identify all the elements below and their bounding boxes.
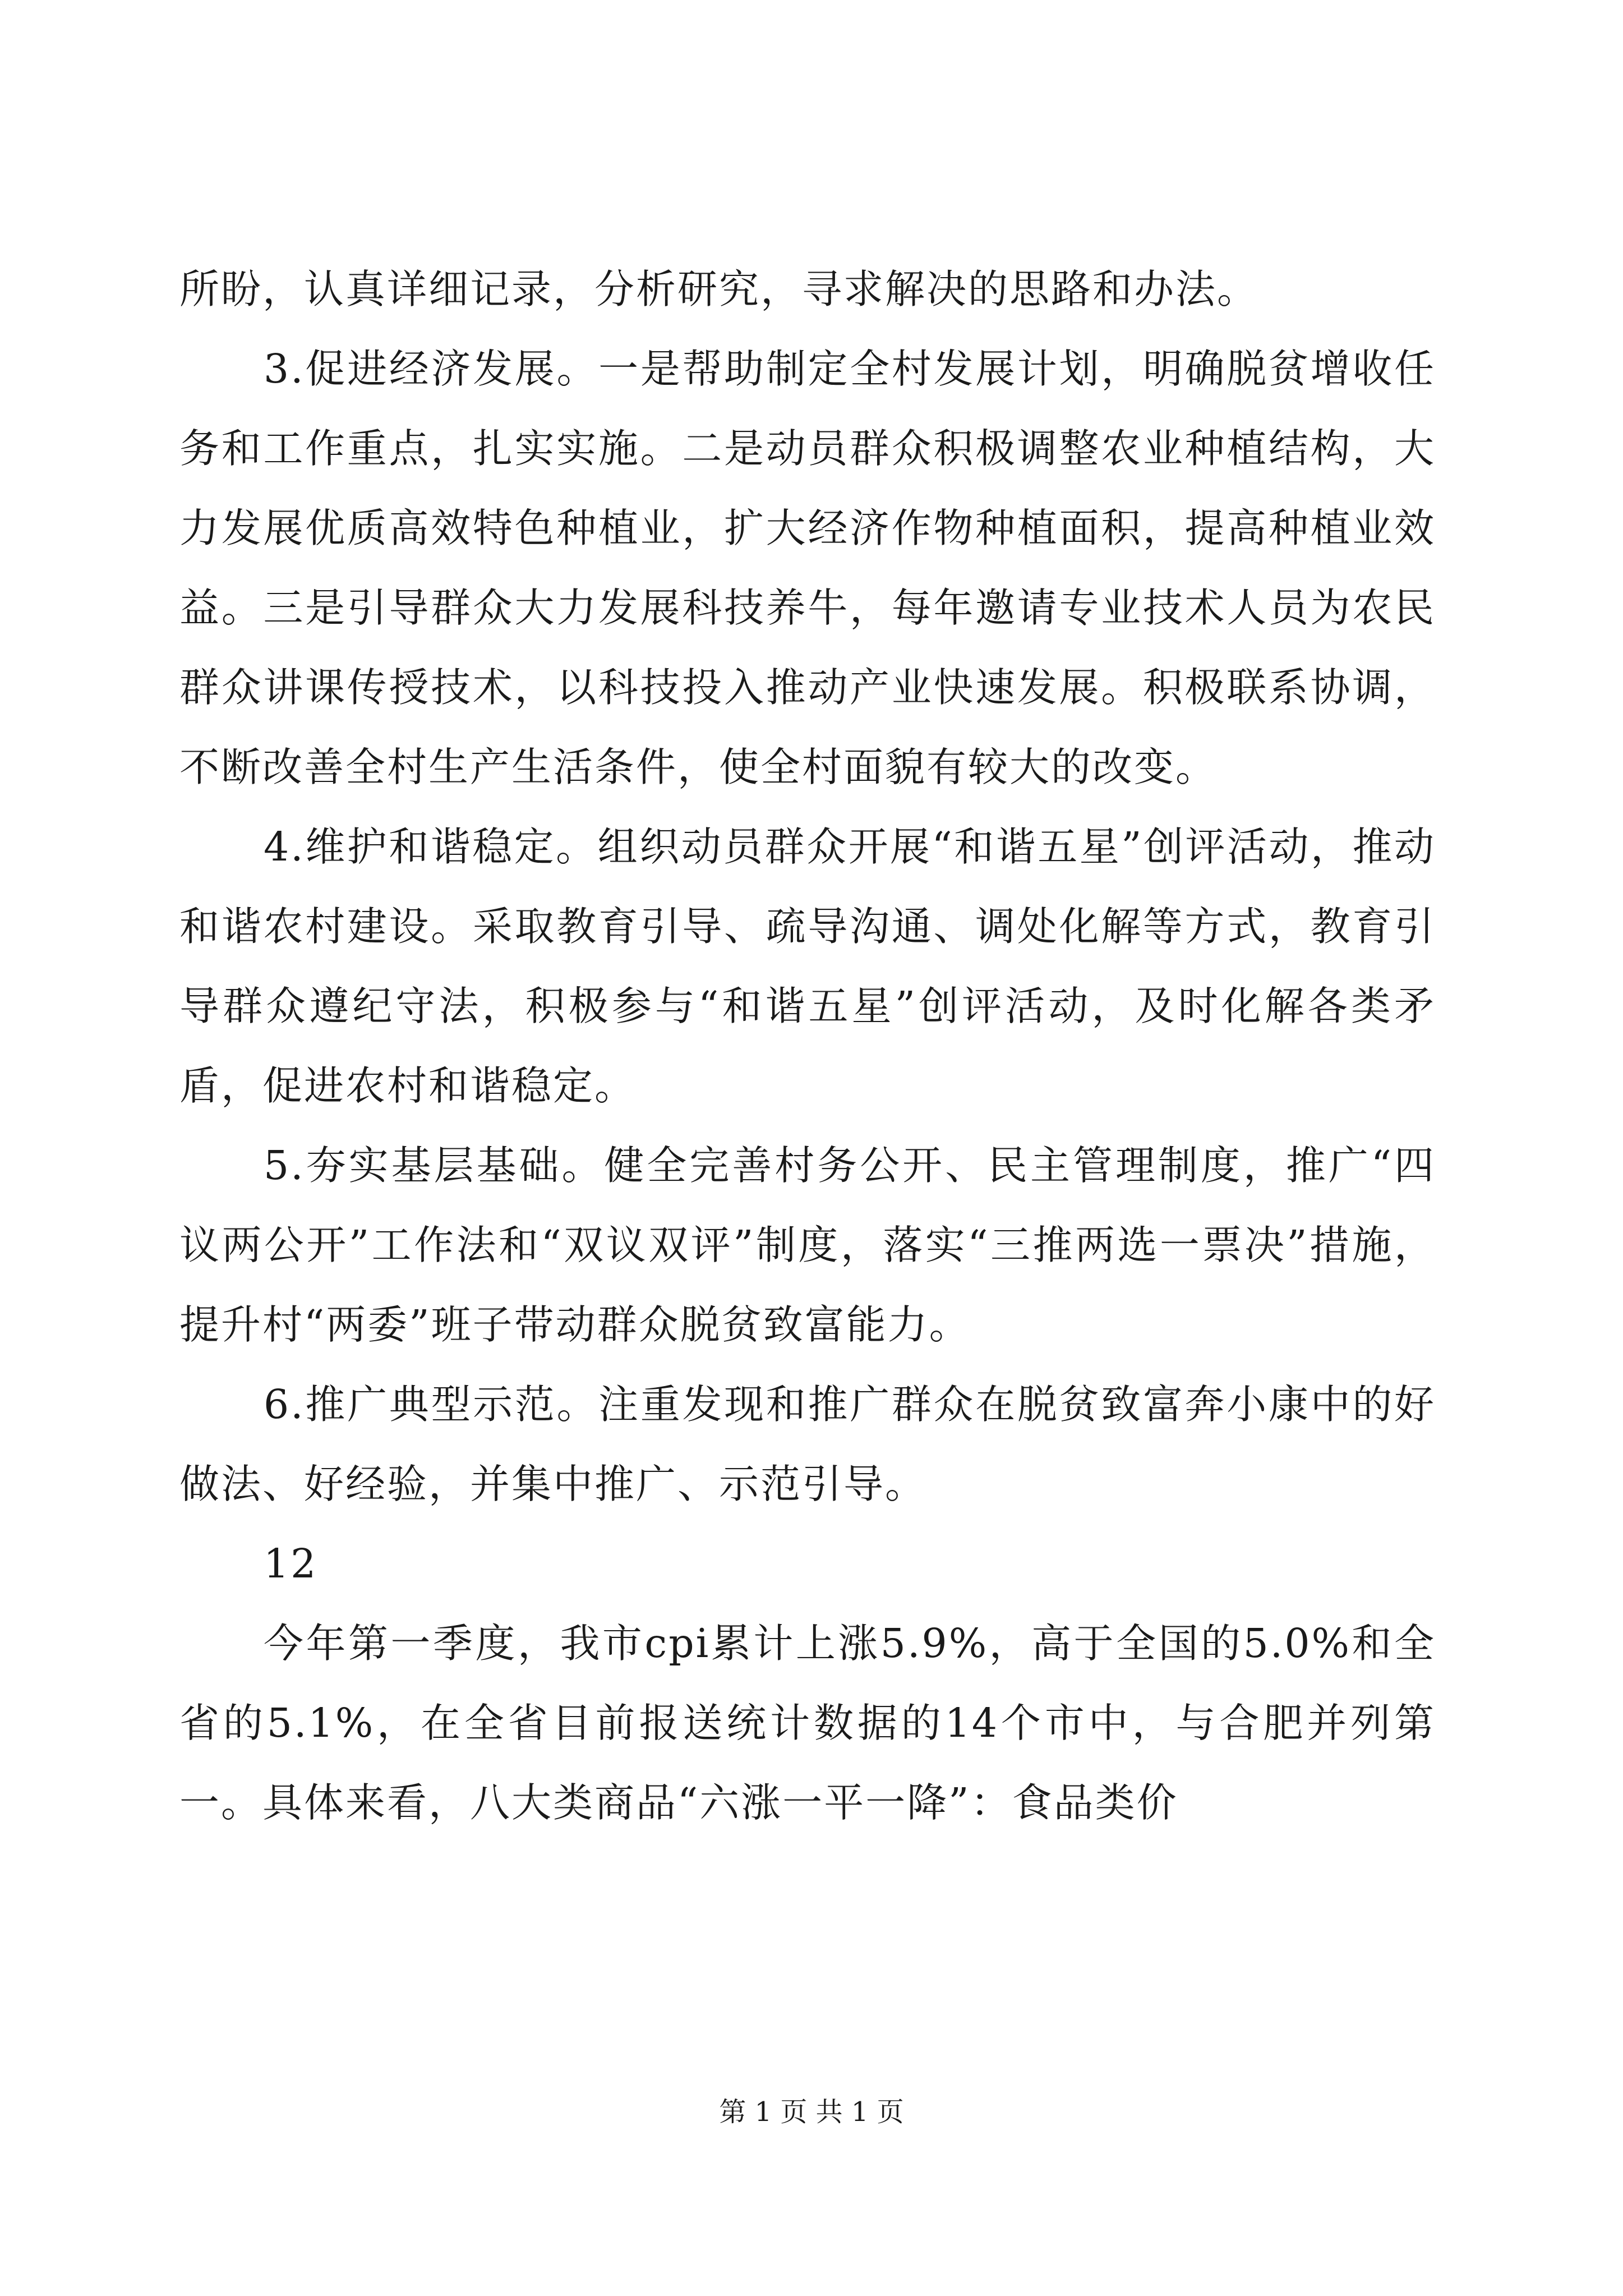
document-body — [179, 250, 1436, 1843]
paragraph-typical-demonstration: 6.推广典型示范。注重发现和推广群众在脱贫致富奔小康中的好做法、好经验，并集中推广、示范引导。 — [179, 1381, 1436, 1507]
page-footer: 第 1 页 共 1 页 — [719, 2096, 904, 2128]
paragraph-grassroots-foundation: 5.夯实基层基础。健全完善村务公开、民主管理制度，推广“四议两公开”工作法和“双议双评”制度，落实“三推两选一票决”措施，提升村“两委”班子带动群众脱贫致富能力。 — [179, 1142, 1436, 1348]
paragraph-economic-development: 3.促进经济发展。一是帮助制定全村发展计划，明确脱贫增收任务和工作重点，扎实实施。二是动员群众积极调整农业种植结构，大力发展优质高效特色种植业，扩大经济作物种植面积，提高种植业效益。三是引导群众大力发展科技养牛，每年邀请专业技术人员为农民群众讲课传授技术，以科技投入推动产业快速发展。积极联系协调，不断改善全村生产生活条件，使全村面貌有较大的改变。 — [179, 346, 1436, 790]
paragraph-number: 12 — [264, 1540, 318, 1587]
paragraph-intro: 所盼，认真详细记录，分析研究，寻求解决的思路和办法。 — [179, 266, 1259, 312]
paragraph-harmony-stability: 4.维护和谐稳定。组织动员群众开展“和谐五星”创评活动，推动和谐农村建设。采取教育引导、疏导沟通、调处化解等方式，教育引导群众遵纪守法，积极参与“和谐五星”创评活动，及时化解各类矛盾，促进农村和谐稳定。 — [179, 823, 1436, 1109]
paragraph-cpi: 今年第一季度，我市cpi累计上涨5.9%，高于全国的5.0%和全省的5.1%，在全省目前报送统计数据的14个市中，与合肥并列第一。具体来看，八大类商品“六涨一平一降”：食品类价 — [179, 1620, 1436, 1826]
